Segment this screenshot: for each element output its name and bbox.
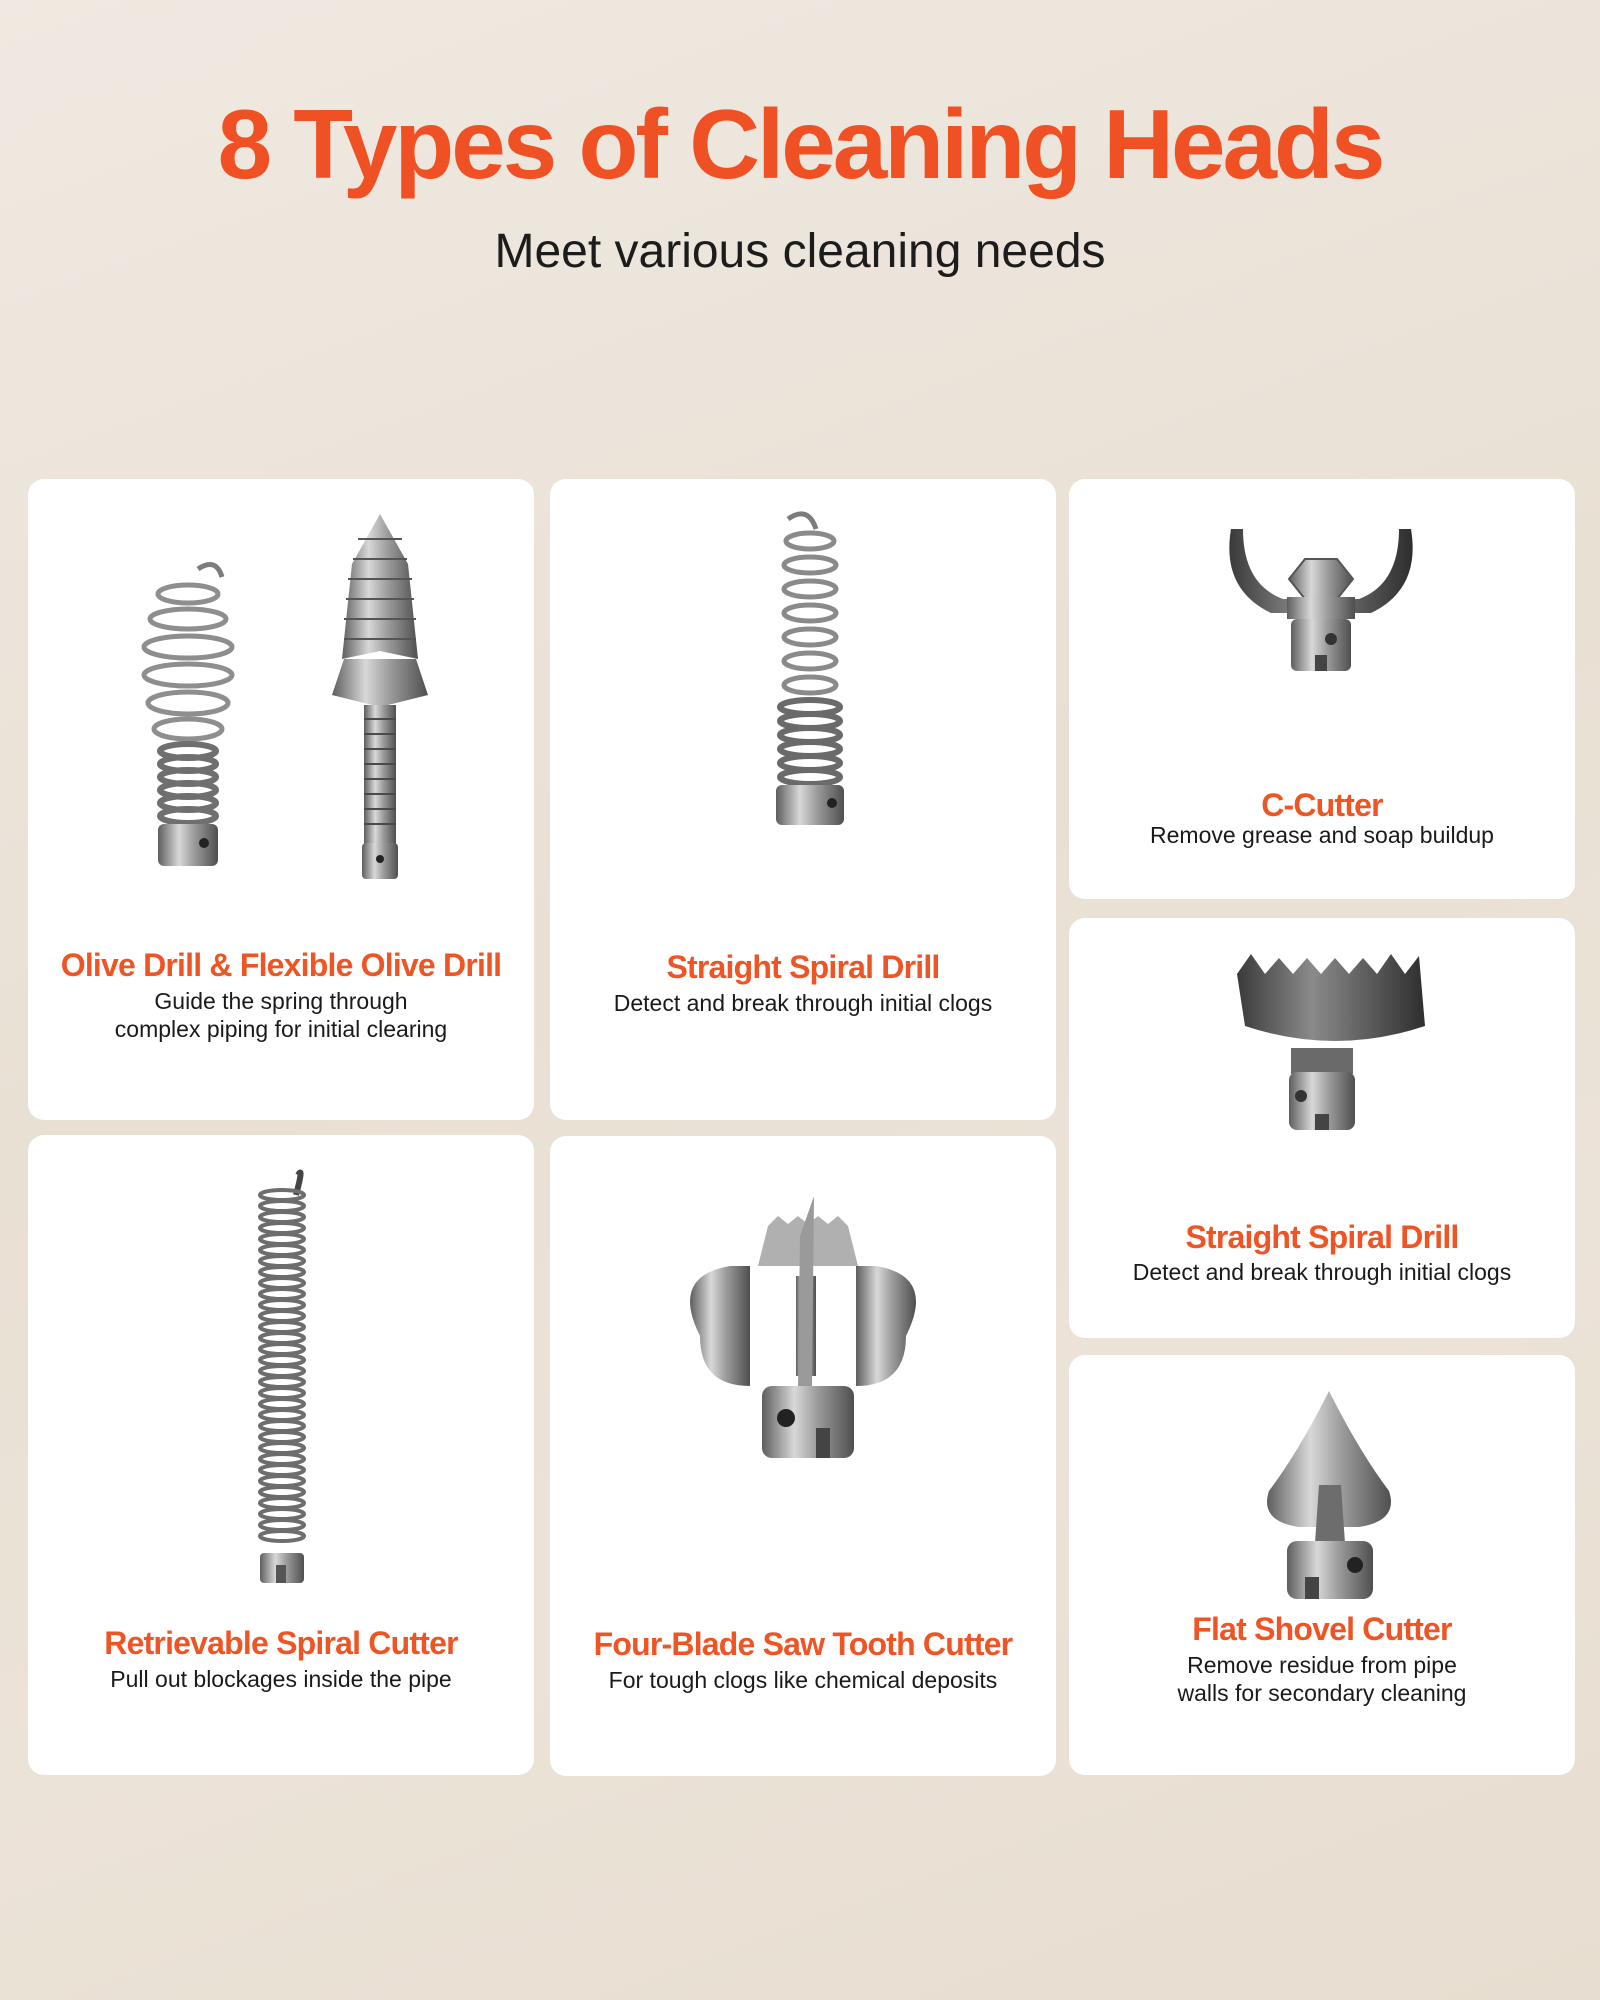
card-straight-spiral-drill[interactable] [550, 479, 1056, 1120]
card-description: Remove residue from pipe walls for secondary cleaning [1177, 1652, 1467, 1706]
page-subtitle: Meet various cleaning needs [494, 225, 1106, 278]
olive-drill-icon [28, 479, 534, 919]
card-flat-shovel-cutter[interactable] [1069, 1355, 1575, 1775]
card-title: Four-Blade Saw Tooth Cutter [593, 1626, 1013, 1662]
saw-cutter-icon [1069, 918, 1575, 1188]
card-olive-drill[interactable] [28, 479, 534, 1120]
card-description: Pull out blockages inside the pipe [110, 1666, 452, 1692]
card-four-blade-cutter[interactable] [550, 1136, 1056, 1776]
card-title: Retrievable Spiral Cutter [104, 1625, 458, 1661]
c-cutter-icon [1069, 479, 1575, 769]
card-straight-spiral-drill-2[interactable] [1069, 918, 1575, 1338]
card-description: Guide the spring through complex piping for initial clearing [114, 988, 448, 1042]
card-description: Remove grease and soap buildup [1150, 822, 1494, 848]
card-description: Detect and break through initial clogs [1132, 1259, 1512, 1285]
card-retrievable-spiral-cutter[interactable] [28, 1135, 534, 1775]
page-title: 8 Types of Cleaning Heads [217, 89, 1383, 199]
card-title: Straight Spiral Drill [1185, 1219, 1459, 1255]
card-title: Flat Shovel Cutter [1192, 1611, 1452, 1647]
card-title: C-Cutter [1261, 787, 1383, 823]
card-c-cutter[interactable] [1069, 479, 1575, 899]
spiral-drill-icon [550, 479, 1056, 899]
card-title: Straight Spiral Drill [666, 949, 940, 985]
card-title: Olive Drill & Flexible Olive Drill [60, 947, 502, 983]
four-blade-cutter-icon [550, 1136, 1056, 1556]
card-description: Detect and break through initial clogs [613, 990, 993, 1016]
flat-shovel-cutter-icon [1069, 1355, 1575, 1625]
retrievable-spiral-icon [28, 1135, 534, 1605]
card-description: For tough clogs like chemical deposits [608, 1667, 998, 1693]
